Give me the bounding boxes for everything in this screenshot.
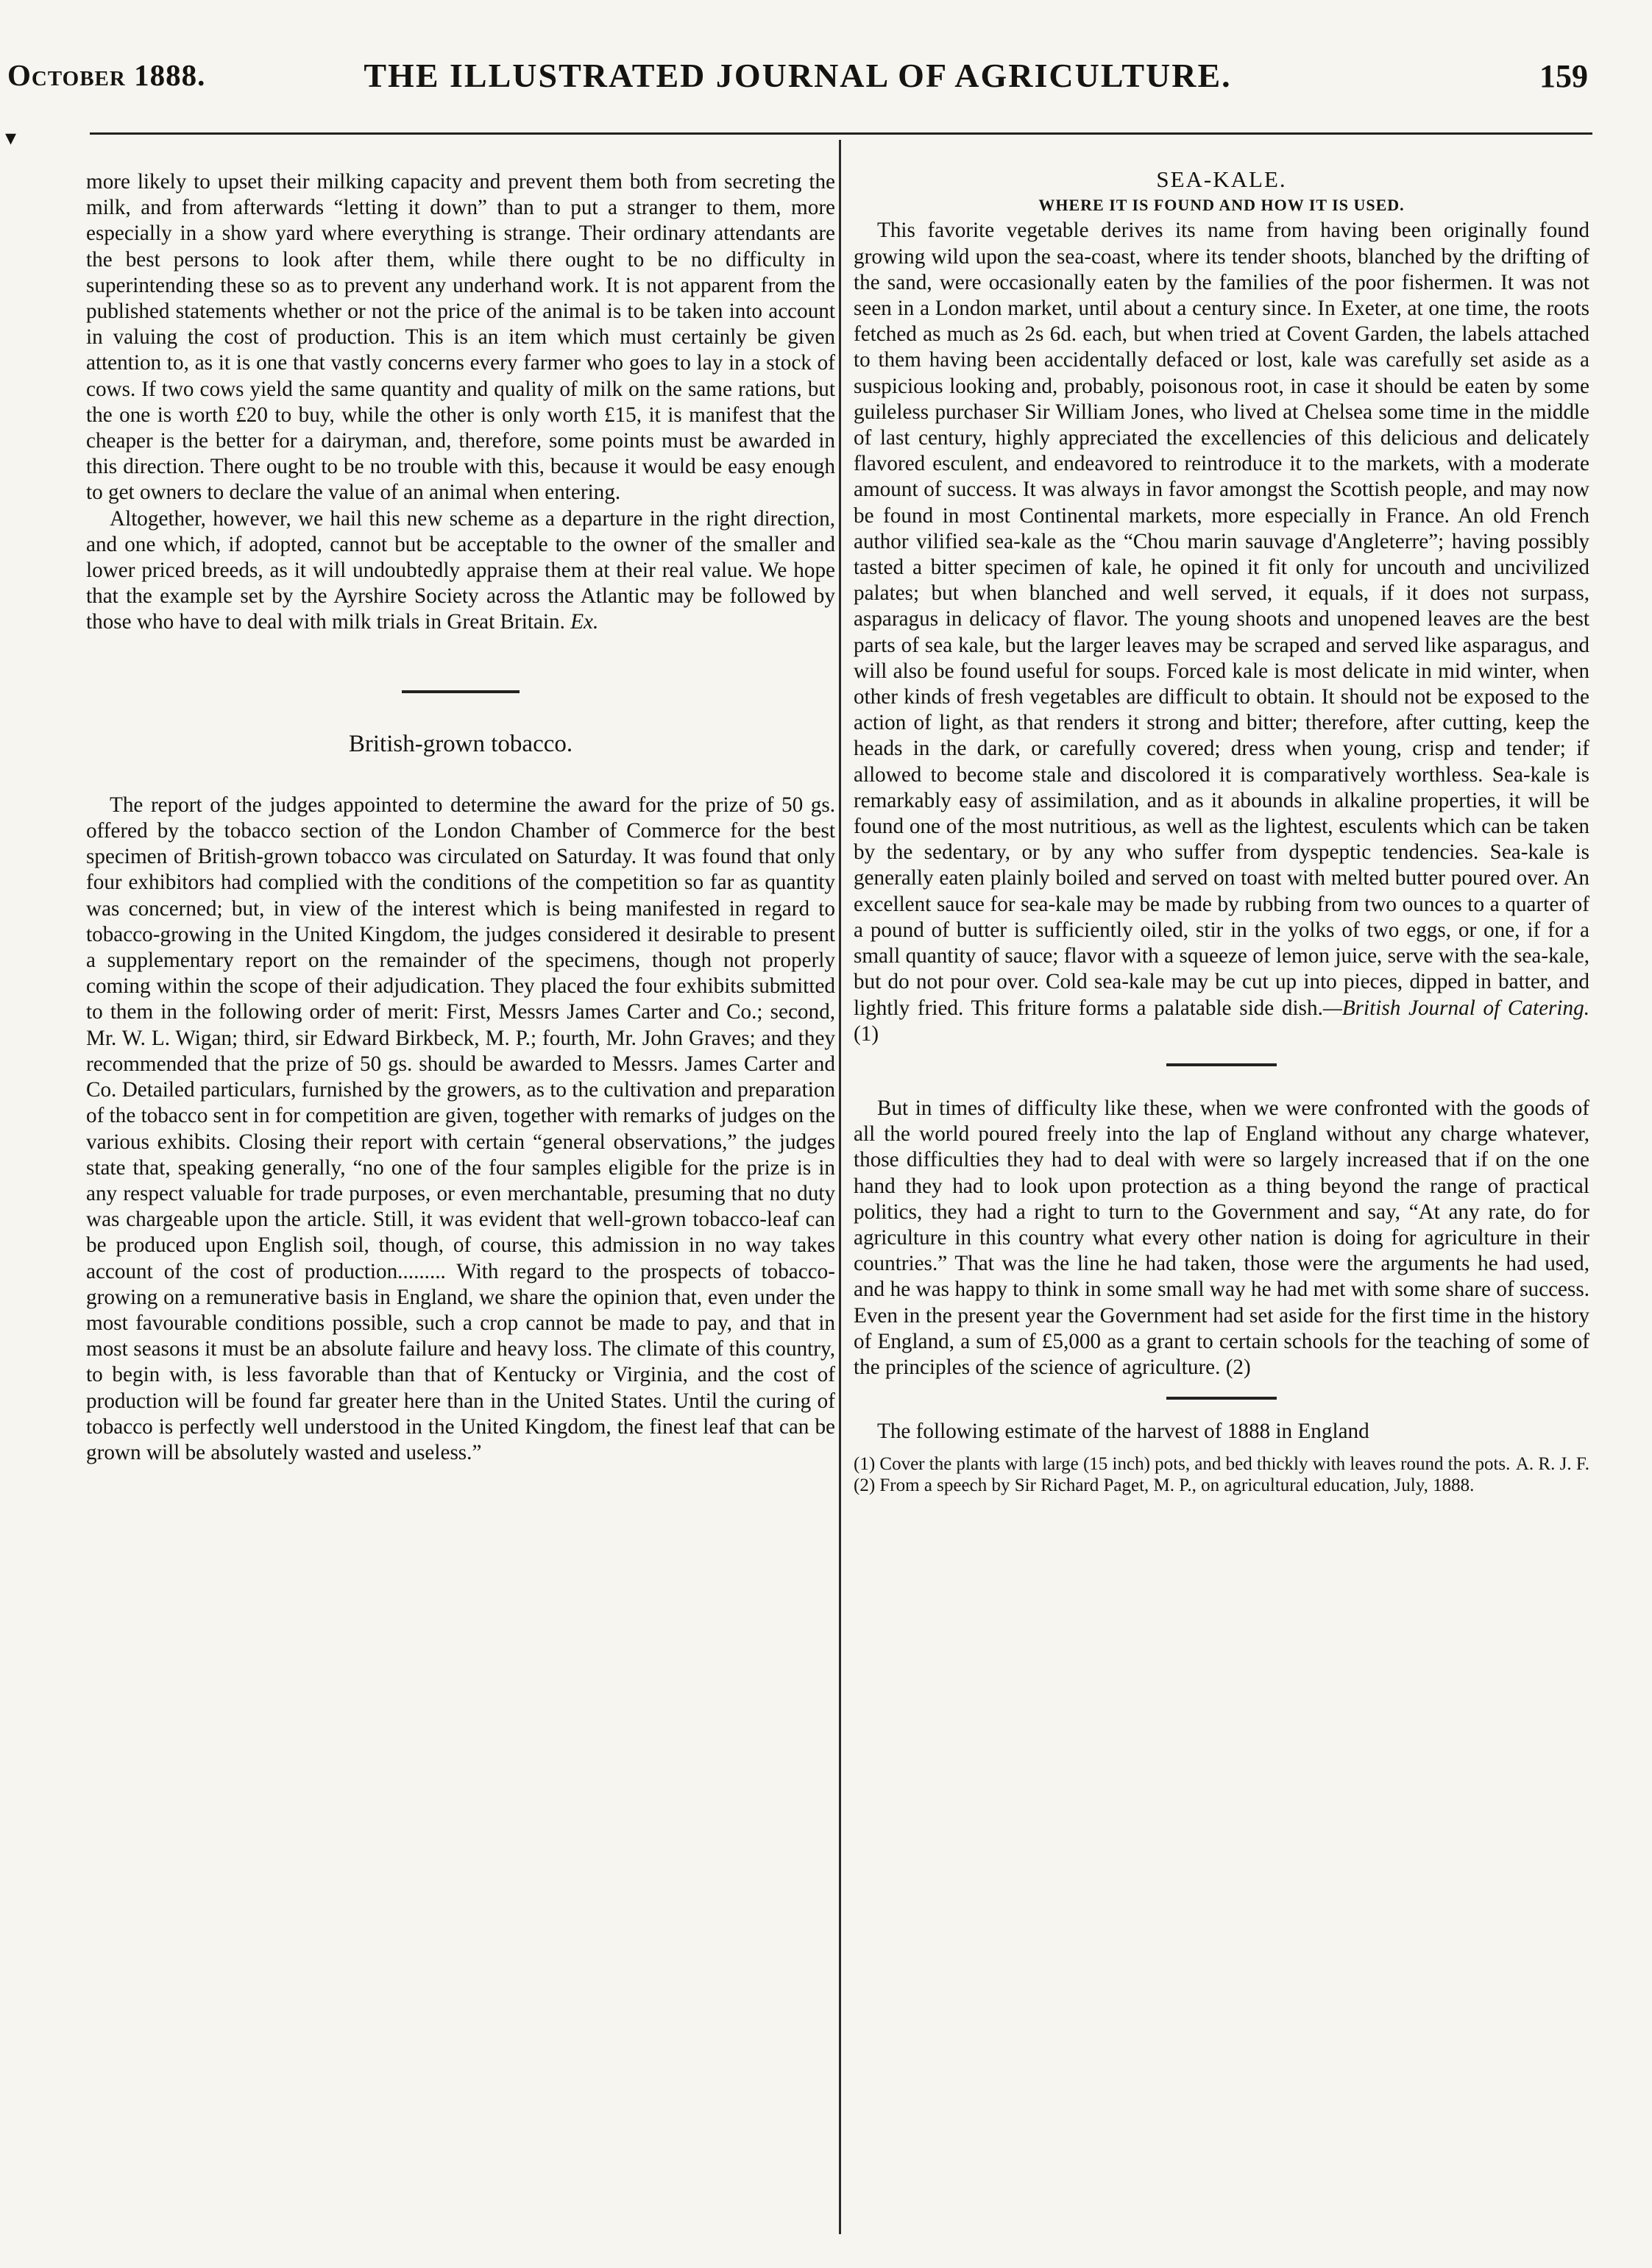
tobacco-article-title: British-grown tobacco. (348, 730, 573, 757)
journal-title: THE ILLUSTRATED JOURNAL OF AGRICULTURE. (364, 57, 1232, 94)
milk-trials-paragraph-2 (86, 506, 835, 636)
header-rule (90, 132, 1592, 135)
milk-trials-paragraph-2-text: Altogether, however, we hail this new scheme as a departure in the right direction, and one which, if adopted, cannot but be acceptable to the owner of the smaller and lower priced breeds, as it will undoubtedly appraise them at their real value. We hope that the example set by the Ayrshire Society across the Atlantic may be followed by those who have to deal with milk trials in Great Britain. (86, 506, 835, 634)
header-date: October 1888. (7, 58, 206, 92)
tobacco-article-body: The report of the judges appointed to determine the award for the prize of 50 gs. offered by the tobacco section of the London Chamber of Commerce for the best specimen of British-grown tobacco was circulated on Saturday. It was found that only four exhibitors had complied with the conditions of the competition so far as quantity was concerned; but, in view of the interest which is being manifested in regard to tobacco-growing in the United Kingdom, the judges considered it desirable to present a supplementary report on the remainder of the specimens, though not properly coming within the scope of their adjudication. They placed the four exhibits submitted to them in the following order of merit: First, Messrs James Carter and Co.; second, Mr. W. L. Wigan; third, sir Edward Birkbeck, M. P.; fourth, Mr. John Graves; and they recommended that the prize of 50 gs. should be awarded to Messrs. James Carter and Co. Detailed particulars, furnished by the growers, as to the cultivation and preparation of the tobacco sent in for competition are given, together with remarks of judges on the various exhibits. Closing their report with certain “general observations,” the judges state that, speaking generally, “no one of the four samples eligible for the prize is in any respect valuable for trade purposes, or even merchantable, presuming that no duty was chargeable upon the article. Still, it was evident that well-grown tobacco-leaf can be produced upon English soil, though, of course, this admission in no way takes account of the cost of production......... With regard to the prospects of tobacco-growing on a remunerative basis in England, we share the opinion that, even under the most favourable conditions possible, such a crop cannot be made to pay, and that in most seasons it must be an absolute failure and heavy loss. The climate of this country, to begin with, is less favorable than that of Kentucky or Virginia, and the cost of production will be found far greater here than in the United States. Until the curing of tobacco is perfectly well understood in the United Kingdom, the finest leaf that can be grown will be absolutely wasted and useless.” (86, 793, 836, 1464)
footnotes (854, 1453, 1589, 1496)
margin-mark: ▾ (5, 126, 17, 150)
seakale-footnote-ref: (1) (854, 1021, 879, 1046)
footnote-2: (2) From a speech by Sir Richard Paget, M. P., on agricultural education, July, 1888. (854, 1475, 1475, 1496)
protection-speech-paragraph: But in times of difficulty like these, when we were confronted with the goods of all the world poured freely into the lap of England without any charge whatever, those difficulties they had to deal with were so largely increased that if on the one hand they had to look upon protection as a thing beyond the range of practical politics, they had a right to turn to the Government and say, “At any rate, do for agriculture in this country what every other nation is doing for agriculture in their countries.” That was the line he had taken, those were the arguments he had used, and he was happy to think in some small way he had met with some share of success. Even in the present year the Government had set aside for the first time in the history of England, a sum of £5,000 as a grant to certain schools for the teaching of some of the principles of the science of agriculture. (2) (854, 1096, 1589, 1379)
page-header (7, 57, 1588, 102)
left-column (86, 169, 835, 1466)
milk-trials-paragraph-1: more likely to upset their milking capacity and prevent them both from secreting the milk, and from afterwards “letting it down” than to put a stranger to them, more especially in a show yard where everything is strange. Their ordinary attendants are the best persons to look after them, while there ought to be no difficulty in superintending these so as to prevent any underhand work. It is not apparent from the published statements whether or not the price of the animal is to be taken into account in valuing the cost of production. This is an item which must certainly be given attention to, as it is one that vastly concerns every farmer who goes to lay in a stock of cows. If two cows yield the same quantity and quality of milk on the same rations, but the one is worth £20 to buy, while the other is only worth £15, it is manifest that the cheaper is the better for a dairyman, and, therefore, some points must be awarded in this direction. There ought to be no trouble with this, because it would be easy enough to get owners to declare the value of an animal when entering. (86, 170, 835, 505)
footnote-1 (854, 1453, 1589, 1475)
seakale-article-title: SEA-KALE. (1156, 166, 1287, 192)
seakale-source: —British Journal of Catering. (1322, 996, 1589, 1020)
footnote-1-signature: A. R. J. F. (1515, 1454, 1589, 1475)
column-divider (839, 140, 841, 2234)
seakale-article-subtitle: WHERE IT IS FOUND AND HOW IT IS USED. (1038, 196, 1405, 215)
page-number: 159 (1539, 58, 1588, 94)
harvest-estimate-line: The following estimate of the harvest of 1888 in England (877, 1420, 1369, 1444)
seakale-article-body (854, 218, 1589, 1047)
right-column (854, 166, 1589, 1496)
article-signature: Ex. (570, 610, 599, 634)
seakale-article-text: This favorite vegetable derives its name from having been originally found growing wild upon the sea-coast, where its tender shoots, blanched by the drifting of the sand, were occasionally eaten by the families of the poor fishermen. It was not seen in a London market, until about a century since. In Exeter, at one time, the roots fetched as much as 2s 6d. each, but when tried at Covent Garden, the labels attached to them having been accidentally defaced or lost, kale was carefully set aside as a suspicious looking and, probably, poisonous root, in case it should be eaten by some guileless purchaser Sir William Jones, who lived at Chelsea some time in the middle of last century, highly appreciated the excellencies of this delicious and delicately flavored esculent, and endeavored to reintroduce it to the markets, with a moderate amount of success. It was always in favor amongst the Scottish people, and may now be found in most Continental markets, more especially in France. An old French author vilified sea-kale as the “Chou marin sauvage d'Angleterre”; having possibly tasted a bitter specimen of kale, he opined it fit only for uncouth and uncivilized palates; but when blanched and well served, it equals, if it does not surpass, asparagus in delicacy of flavor. The young shoots and unopened leaves are the best parts of sea kale, but the larger leaves may be scraped and served like asparagus, and will also be found useful for soups. Forced kale is most delicate in mid winter, when other kinds of fresh vegetables are difficult to obtain. It should not be exposed to the action of light, as that renders it strong and bitter; therefore, after cutting, keep the heads in the dark, or carefully covered; dress when young, crisp and tender; if allowed to become stale and discolored it is comparatively worthless. Sea-kale is remarkably easy of assimilation, and as it abounds in alkaline properties, it will be found one of the most nutritious, as well as the lightest, esculents which can be taken by the sedentary, or by any who suffer from dyspeptic tendencies. Sea-kale is generally eaten plainly boiled and served on toast with melted butter poured over. An excellent sauce for sea-kale may be made by rubbing from two ounces to a quarter of a pound of butter is sufficiently oiled, stir in the yolks of two eggs, or one, if for a small quantity of sauce; flavor with a squeeze of lemon juice, serve with the sea-kale, but do not pour over. Cold sea-kale may be cut up into pieces, dipped in batter, and lightly fried. This friture forms a palatable side dish. (854, 219, 1589, 1020)
footnote-1-text: (1) Cover the plants with large (15 inch) pots, and bed thickly with leaves round the pots. (854, 1454, 1511, 1475)
